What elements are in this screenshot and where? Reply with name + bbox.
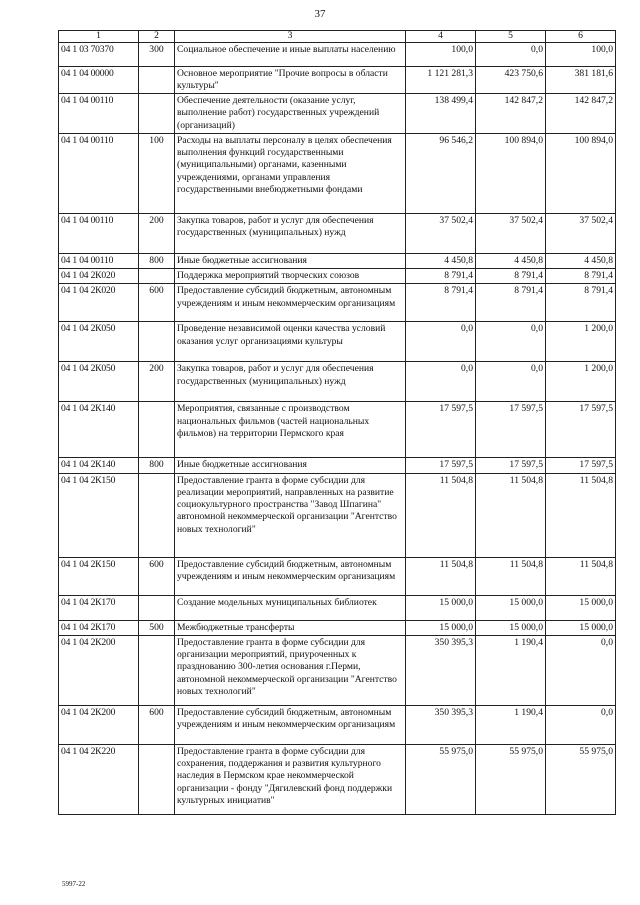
table-row bbox=[59, 705, 616, 744]
amount-col5-cell: 11 504,8 bbox=[476, 473, 546, 557]
table-row bbox=[59, 213, 616, 253]
item-name-cell: Предоставление гранта в форме субсидии для организации мероприятий, приуроченных к празднованию 300-летия основания г.Перми, автономной некоммерческой организации "Агентство новых технологий" bbox=[175, 635, 406, 705]
table-row bbox=[59, 269, 616, 284]
budget-code-cell: 04 1 04 2К150 bbox=[59, 473, 139, 557]
item-name-cell: Основное мероприятие "Прочие вопросы в области культуры" bbox=[175, 66, 406, 94]
item-name-cell: Предоставление гранта в форме субсидии для реализации мероприятий, направленных на развитие социокультурного пространства "Завод Шпагина" автономной некоммерческой организации "Агентство новых технологий" bbox=[175, 473, 406, 557]
budget-code-cell: 04 1 04 2К140 bbox=[59, 458, 139, 473]
amount-col4-cell: 17 597,5 bbox=[406, 458, 476, 473]
budget-code-cell: 04 1 04 00110 bbox=[59, 94, 139, 134]
document-code: 5997-22 bbox=[62, 880, 86, 888]
amount-col4-cell: 1 121 281,3 bbox=[406, 66, 476, 94]
budget-code-cell: 04 1 04 2К020 bbox=[59, 269, 139, 284]
amount-col6-cell: 4 450,8 bbox=[546, 253, 616, 268]
expense-type-cell bbox=[139, 269, 175, 284]
expense-type-cell bbox=[139, 473, 175, 557]
item-name-cell: Мероприятия, связанные с производством национальных фильмов (частей национальных фильмов) на территории Пермского края bbox=[175, 402, 406, 458]
amount-col5-cell: 0,0 bbox=[476, 322, 546, 362]
budget-code-cell: 04 1 04 2К170 bbox=[59, 620, 139, 635]
column-number: 2 bbox=[139, 31, 175, 43]
table-row bbox=[59, 66, 616, 94]
expense-type-cell: 600 bbox=[139, 705, 175, 744]
amount-col6-cell: 11 504,8 bbox=[546, 473, 616, 557]
amount-col4-cell: 11 504,8 bbox=[406, 473, 476, 557]
amount-col5-cell: 4 450,8 bbox=[476, 253, 546, 268]
table-row bbox=[59, 42, 616, 66]
expense-type-cell: 800 bbox=[139, 458, 175, 473]
table-row bbox=[59, 322, 616, 362]
amount-col6-cell: 15 000,0 bbox=[546, 595, 616, 620]
column-number: 4 bbox=[406, 31, 476, 43]
amount-col5-cell: 17 597,5 bbox=[476, 402, 546, 458]
item-name-cell: Создание модельных муниципальных библиотек bbox=[175, 595, 406, 620]
expense-type-cell: 600 bbox=[139, 557, 175, 595]
amount-col6-cell: 8 791,4 bbox=[546, 284, 616, 322]
item-name-cell: Предоставление гранта в форме субсидии для сохранения, поддержания и развития культурного наследия в Пермском крае некоммерческой организации - фонду "Дягилевский фонд поддержки культурных инициатив" bbox=[175, 744, 406, 814]
item-name-cell: Обеспечение деятельности (оказание услуг, выполнение работ) государственных учреждений (организаций) bbox=[175, 94, 406, 134]
amount-col4-cell: 15 000,0 bbox=[406, 595, 476, 620]
table-row bbox=[59, 362, 616, 402]
table-row bbox=[59, 473, 616, 557]
amount-col4-cell: 11 504,8 bbox=[406, 557, 476, 595]
amount-col4-cell: 15 000,0 bbox=[406, 620, 476, 635]
item-name-cell: Расходы на выплаты персоналу в целях обеспечения выполнения функций государственными (муниципальными) органами, казенными учреждениями, органами управления государственными внебюджетными фондами bbox=[175, 133, 406, 213]
amount-col5-cell: 37 502,4 bbox=[476, 213, 546, 253]
budget-code-cell: 04 1 04 2К150 bbox=[59, 557, 139, 595]
expense-type-cell bbox=[139, 744, 175, 814]
amount-col5-cell: 15 000,0 bbox=[476, 595, 546, 620]
expense-type-cell bbox=[139, 66, 175, 94]
budget-table-body bbox=[59, 31, 616, 815]
expense-type-cell: 100 bbox=[139, 133, 175, 213]
expense-type-cell: 600 bbox=[139, 284, 175, 322]
amount-col6-cell: 37 502,4 bbox=[546, 213, 616, 253]
table-row bbox=[59, 635, 616, 705]
amount-col6-cell: 100 894,0 bbox=[546, 133, 616, 213]
expense-type-cell bbox=[139, 635, 175, 705]
amount-col6-cell: 1 200,0 bbox=[546, 322, 616, 362]
amount-col6-cell: 142 847,2 bbox=[546, 94, 616, 134]
table-row bbox=[59, 595, 616, 620]
expense-type-cell: 800 bbox=[139, 253, 175, 268]
column-number: 5 bbox=[476, 31, 546, 43]
column-number: 6 bbox=[546, 31, 616, 43]
amount-col5-cell: 55 975,0 bbox=[476, 744, 546, 814]
item-name-cell: Межбюджетные трансферты bbox=[175, 620, 406, 635]
amount-col6-cell: 0,0 bbox=[546, 705, 616, 744]
amount-col5-cell: 1 190,4 bbox=[476, 635, 546, 705]
budget-code-cell: 04 1 04 2К140 bbox=[59, 402, 139, 458]
page-number: 37 bbox=[314, 8, 326, 20]
expense-type-cell: 500 bbox=[139, 620, 175, 635]
budget-code-cell: 04 1 04 2К050 bbox=[59, 322, 139, 362]
table-row bbox=[59, 284, 616, 322]
amount-col5-cell: 100 894,0 bbox=[476, 133, 546, 213]
budget-code-cell: 04 1 04 2К200 bbox=[59, 635, 139, 705]
amount-col6-cell: 11 504,8 bbox=[546, 557, 616, 595]
amount-col4-cell: 8 791,4 bbox=[406, 269, 476, 284]
amount-col4-cell: 0,0 bbox=[406, 322, 476, 362]
table-row bbox=[59, 458, 616, 473]
amount-col6-cell: 55 975,0 bbox=[546, 744, 616, 814]
table-row bbox=[59, 620, 616, 635]
item-name-cell: Закупка товаров, работ и услуг для обеспечения государственных (муниципальных) нужд bbox=[175, 213, 406, 253]
amount-col5-cell: 1 190,4 bbox=[476, 705, 546, 744]
amount-col6-cell: 0,0 bbox=[546, 635, 616, 705]
amount-col6-cell: 100,0 bbox=[546, 42, 616, 66]
amount-col4-cell: 350 395,3 bbox=[406, 705, 476, 744]
amount-col4-cell: 100,0 bbox=[406, 42, 476, 66]
amount-col6-cell: 381 181,6 bbox=[546, 66, 616, 94]
budget-code-cell: 04 1 03 70370 bbox=[59, 42, 139, 66]
budget-code-cell: 04 1 04 2К200 bbox=[59, 705, 139, 744]
amount-col6-cell: 15 000,0 bbox=[546, 620, 616, 635]
table-row bbox=[59, 253, 616, 268]
expense-type-cell: 200 bbox=[139, 213, 175, 253]
budget-code-cell: 04 1 04 2К220 bbox=[59, 744, 139, 814]
amount-col5-cell: 0,0 bbox=[476, 362, 546, 402]
item-name-cell: Проведение независимой оценки качества условий оказания услуг организациями культуры bbox=[175, 322, 406, 362]
expense-type-cell bbox=[139, 402, 175, 458]
item-name-cell: Предоставление субсидий бюджетным, автономным учреждениям и иным некоммерческим организациям bbox=[175, 705, 406, 744]
item-name-cell: Поддержка мероприятий творческих союзов bbox=[175, 269, 406, 284]
expense-type-cell bbox=[139, 94, 175, 134]
item-name-cell: Закупка товаров, работ и услуг для обеспечения государственных (муниципальных) нужд bbox=[175, 362, 406, 402]
amount-col4-cell: 55 975,0 bbox=[406, 744, 476, 814]
amount-col4-cell: 350 395,3 bbox=[406, 635, 476, 705]
item-name-cell: Иные бюджетные ассигнования bbox=[175, 458, 406, 473]
budget-code-cell: 04 1 04 00000 bbox=[59, 66, 139, 94]
amount-col4-cell: 96 546,2 bbox=[406, 133, 476, 213]
amount-col5-cell: 17 597,5 bbox=[476, 458, 546, 473]
amount-col5-cell: 0,0 bbox=[476, 42, 546, 66]
table-row bbox=[59, 744, 616, 814]
amount-col4-cell: 0,0 bbox=[406, 362, 476, 402]
amount-col5-cell: 142 847,2 bbox=[476, 94, 546, 134]
column-number-row bbox=[59, 31, 616, 43]
item-name-cell: Предоставление субсидий бюджетным, автономным учреждениям и иным некоммерческим организациям bbox=[175, 284, 406, 322]
amount-col4-cell: 8 791,4 bbox=[406, 284, 476, 322]
item-name-cell: Социальное обеспечение и иные выплаты населению bbox=[175, 42, 406, 66]
table-row bbox=[59, 557, 616, 595]
amount-col6-cell: 1 200,0 bbox=[546, 362, 616, 402]
expense-type-cell bbox=[139, 322, 175, 362]
column-number: 1 bbox=[59, 31, 139, 43]
expense-type-cell: 300 bbox=[139, 42, 175, 66]
amount-col4-cell: 4 450,8 bbox=[406, 253, 476, 268]
budget-table bbox=[58, 30, 616, 815]
budget-code-cell: 04 1 04 2К050 bbox=[59, 362, 139, 402]
budget-code-cell: 04 1 04 00110 bbox=[59, 253, 139, 268]
amount-col6-cell: 17 597,5 bbox=[546, 458, 616, 473]
expense-type-cell bbox=[139, 595, 175, 620]
amount-col6-cell: 17 597,5 bbox=[546, 402, 616, 458]
amount-col4-cell: 138 499,4 bbox=[406, 94, 476, 134]
item-name-cell: Иные бюджетные ассигнования bbox=[175, 253, 406, 268]
table-row bbox=[59, 402, 616, 458]
amount-col4-cell: 17 597,5 bbox=[406, 402, 476, 458]
expense-type-cell: 200 bbox=[139, 362, 175, 402]
amount-col5-cell: 8 791,4 bbox=[476, 284, 546, 322]
budget-code-cell: 04 1 04 00110 bbox=[59, 213, 139, 253]
amount-col5-cell: 423 750,6 bbox=[476, 66, 546, 94]
budget-code-cell: 04 1 04 2К020 bbox=[59, 284, 139, 322]
budget-code-cell: 04 1 04 00110 bbox=[59, 133, 139, 213]
amount-col5-cell: 8 791,4 bbox=[476, 269, 546, 284]
amount-col5-cell: 11 504,8 bbox=[476, 557, 546, 595]
amount-col6-cell: 8 791,4 bbox=[546, 269, 616, 284]
amount-col4-cell: 37 502,4 bbox=[406, 213, 476, 253]
amount-col5-cell: 15 000,0 bbox=[476, 620, 546, 635]
table-row bbox=[59, 94, 616, 134]
column-number: 3 bbox=[175, 31, 406, 43]
budget-code-cell: 04 1 04 2К170 bbox=[59, 595, 139, 620]
table-row bbox=[59, 133, 616, 213]
item-name-cell: Предоставление субсидий бюджетным, автономным учреждениям и иным некоммерческим организациям bbox=[175, 557, 406, 595]
